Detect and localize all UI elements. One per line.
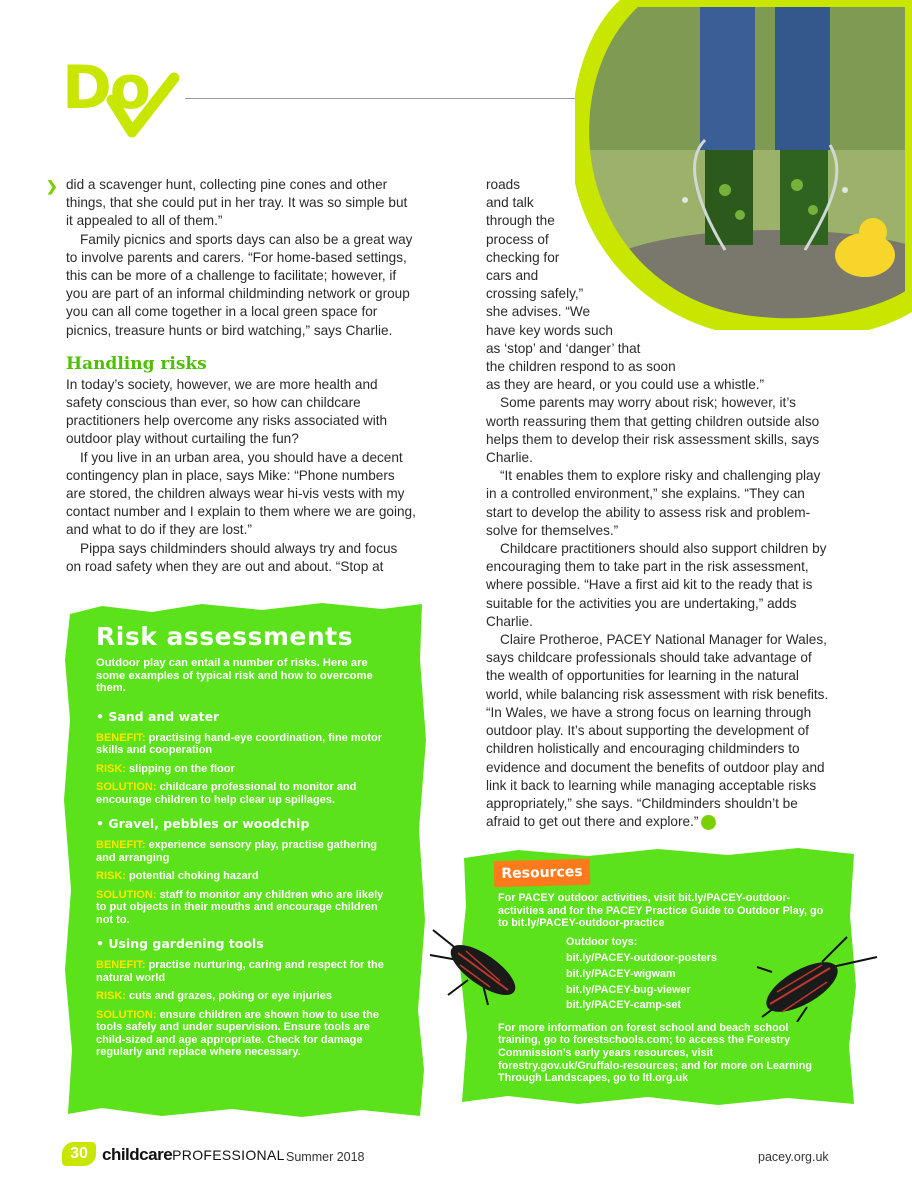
solution-label: SOLUTION: xyxy=(96,888,157,901)
magazine-title-caps: PROFESSIONAL xyxy=(172,1147,285,1163)
resources-more: For more information on forest school and beach school training, go to forestschools.com; to access the Forestry Commission’s early years resources, visit forestry.gov.uk/Gruffalo-resources; and for more on Learning Through Landscapes, go to ltl.org.uk xyxy=(498,1021,812,1085)
resources-toys-heading: Outdoor toys: xyxy=(566,935,638,948)
text-line: cars and xyxy=(486,268,539,284)
left-column xyxy=(66,176,416,576)
paragraph: In today’s society, however, we are more health and safety conscious than ever, so how can childcare practitioners help overcome any risks associated with outdoor play without curtailing the fun? xyxy=(66,376,388,447)
benefit-text: practise nurturing, caring and respect for the natural world xyxy=(96,959,384,984)
paragraph: Family picnics and sports days can also be a great way to involve parents and carers. “For home-based settings, this can be more of a challenge to facilitate; however, if you are part of an informal childminding network or group you can all come together in a local green space for picnics, treasure hunts or bird watching,” says Charlie. xyxy=(66,231,413,338)
right-column xyxy=(486,176,831,831)
solution-text: childcare professional to monitor and encourage children to help clear up spillages. xyxy=(96,781,357,806)
text-line: have key words such xyxy=(486,322,613,338)
text-line: crossing safely,” xyxy=(486,286,584,302)
paragraph xyxy=(486,631,831,831)
risk-solution xyxy=(96,1009,396,1059)
risk-risk xyxy=(96,870,396,883)
risk-label: RISK: xyxy=(96,762,126,775)
risk-solution xyxy=(96,781,396,806)
risk-solution xyxy=(96,889,396,927)
benefit-label: BENEFIT: xyxy=(96,959,146,971)
risk-benefit xyxy=(96,839,396,864)
solution-label: SOLUTION: xyxy=(96,781,157,793)
risk-label: RISK: xyxy=(96,990,126,1002)
resource-link[interactable]: bit.ly/PACEY-wigwam xyxy=(566,967,676,980)
risk-text: cuts and grazes, poking or eye injuries xyxy=(129,990,332,1002)
risk-risk xyxy=(96,990,396,1003)
benefit-text: experience sensory play, practise gathering and arranging xyxy=(96,839,378,864)
paragraph: If you live in an urban area, you should have a decent contingency plan in place, says Mike: “Phone numbers are stored, the children always wear hi-vis vests with my contact number and I explain to them where we are going, and what to do if they are lost.” xyxy=(66,449,416,538)
solution-label: SOLUTION: xyxy=(96,1008,157,1021)
text-line: process of xyxy=(486,231,549,247)
paragraph: did a scavenger hunt, collecting pine cones and other things, that she could put in her tray. It was so simple but it appealed to all of them.” xyxy=(66,177,408,229)
text-line: checking for xyxy=(486,249,560,265)
risk-text: slipping on the floor xyxy=(129,762,235,775)
site-url[interactable]: pacey.org.uk xyxy=(758,1150,829,1164)
risk-label: RISK: xyxy=(96,870,126,882)
benefit-text: practising hand-eye coordination, fine motor skills and cooperation xyxy=(96,731,383,756)
resource-link[interactable]: bit.ly/PACEY-bug-viewer xyxy=(566,983,691,996)
page-number: 30 xyxy=(62,1142,96,1166)
end-mark-badge: CP xyxy=(701,815,716,830)
resources-link-list xyxy=(566,936,828,1012)
resources-tab: Resources xyxy=(494,859,591,888)
checkmark-icon xyxy=(92,70,182,160)
subheading: Handling risks xyxy=(66,353,207,374)
risk-box-intro: Outdoor play can entail a number of risks. Here are some examples of typical risk and how to overcome them. xyxy=(96,657,373,694)
text-line: she advises. “We xyxy=(486,304,591,320)
paragraph: Pippa says childminders should always try and focus on road safety when they are out and about. “Stop at xyxy=(66,540,398,574)
text-line: roads xyxy=(486,177,521,192)
text-line: and talk xyxy=(486,195,534,211)
resources-content xyxy=(498,892,828,1085)
text-line: through the xyxy=(486,213,555,229)
risk-risk xyxy=(96,763,396,776)
risk-benefit xyxy=(96,732,396,757)
solution-text: staff to monitor any children who are likely to put objects in their mouths and encourage children not to. xyxy=(96,888,384,926)
text-line: the children respond to as soon xyxy=(486,359,676,375)
magazine-title xyxy=(102,1145,285,1165)
magazine-title-bold: childcare xyxy=(102,1145,173,1164)
benefit-label: BENEFIT: xyxy=(96,731,146,744)
solution-text: ensure children are shown how to use the tools safely and under supervision. Ensure tools are child-sized and age appropriate. Check for damage regularly and replace where necessary. xyxy=(96,1008,379,1058)
benefit-label: BENEFIT: xyxy=(96,839,146,851)
resource-link[interactable]: bit.ly/PACEY-camp-set xyxy=(566,999,681,1012)
paragraph: Some parents may worry about risk; however, it’s worth reassuring them that getting children outside also helps them to develop their risk assessment skills, says Charlie. xyxy=(486,395,820,466)
risk-benefit xyxy=(96,959,396,984)
section-title: Do xyxy=(62,53,150,123)
risk-section-heading: • Gravel, pebbles or woodchip xyxy=(96,816,310,831)
continuation-arrow-icon: ❯ xyxy=(46,178,58,194)
paragraph: Childcare practitioners should also support children by encouraging them to take part in the risk assessment, where possible. “Have a first aid kit to the ready that is suitable for the activities you are undertaking,” adds Charlie. xyxy=(486,541,827,629)
resources-intro: For PACEY outdoor activities, visit bit.ly/PACEY-outdoor-activities and for the PACEY Practice Guide to Outdoor Play, go to bit.ly/PACEY-outdoor-practice xyxy=(498,892,824,930)
text-line: as they are heard, or you could use a whistle.” xyxy=(486,377,765,393)
resource-link[interactable]: bit.ly/PACEY-outdoor-posters xyxy=(566,952,717,965)
risk-box-title: Risk assessments xyxy=(96,622,354,651)
risk-section-heading: • Using gardening tools xyxy=(96,936,264,951)
risk-section-heading: • Sand and water xyxy=(96,708,220,724)
text-line: as ‘stop’ and ‘danger’ that xyxy=(486,340,641,356)
paragraph-text: Claire Protheroe, PACEY National Manager for Wales, says childcare professionals should take advantage of the wealth of opportunities for learning in the natural world, while balancing risk assessment with risk benefits. “In Wales, we have a strong focus on learning through outdoor play. It’s about supporting the development of children holistically and encouraging childminders to evidence and document the benefits of outdoor play and link it back to learning while managing acceptable risks appropriately,” she says. “Childminders shouldn’t be afraid to get out there and explore.” xyxy=(486,632,829,830)
risk-text: potential choking hazard xyxy=(129,870,259,882)
paragraph: “It enables them to explore risky and challenging play in a controlled environment,” she explains. “They can start to develop the ability to assess risk and problem-solve for themselves.” xyxy=(486,468,821,538)
issue-date: Summer 2018 xyxy=(286,1150,365,1164)
risk-assessments xyxy=(96,622,396,1065)
